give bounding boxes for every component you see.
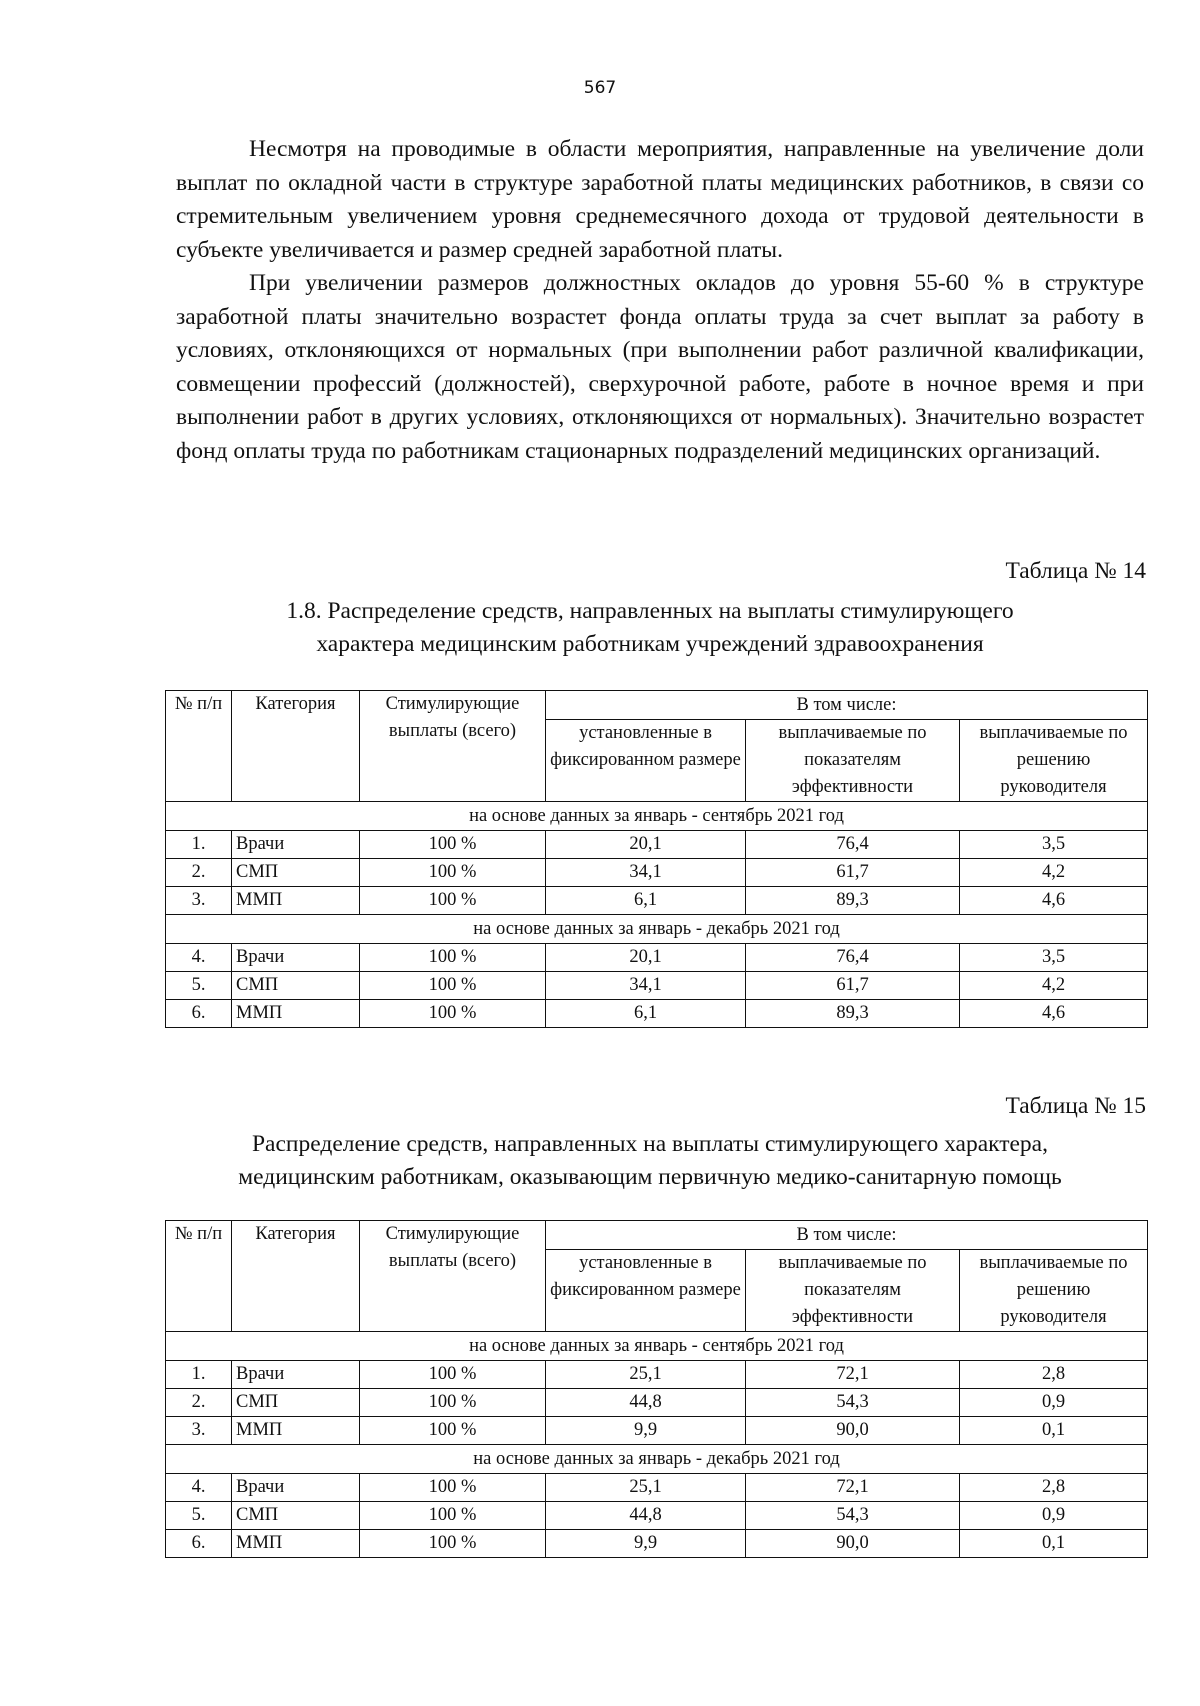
header-including: В том числе: [546, 691, 1148, 720]
body-text [176, 133, 1144, 468]
cell-category: СМП [232, 972, 360, 1000]
cell-director: 2,8 [960, 1474, 1148, 1502]
header-num: № п/п [166, 1221, 232, 1332]
section-title: на основе данных за январь - декабрь 2021 год [166, 915, 1148, 944]
cell-category: Врачи [232, 944, 360, 972]
cell-num: 2. [166, 859, 232, 887]
table-row [166, 1389, 1148, 1417]
header-fixed: установленные в фиксированном размере [546, 720, 746, 802]
cell-fixed: 6,1 [546, 1000, 746, 1028]
cell-num: 6. [166, 1000, 232, 1028]
table-row [166, 887, 1148, 915]
section-title: на основе данных за январь - сентябрь 2021 год [166, 802, 1148, 831]
cell-total: 100 % [360, 1389, 546, 1417]
header-fixed: установленные в фиксированном размере [546, 1250, 746, 1332]
cell-num: 1. [166, 831, 232, 859]
table-14-title [150, 595, 1150, 661]
cell-total: 100 % [360, 944, 546, 972]
table-15-label: Таблица № 15 [1005, 1093, 1146, 1119]
cell-fixed: 9,9 [546, 1417, 746, 1445]
cell-category: ММП [232, 1000, 360, 1028]
cell-director: 2,8 [960, 1361, 1148, 1389]
cell-num: 2. [166, 1389, 232, 1417]
header-director: выплачиваемые по решению руководителя [960, 1250, 1148, 1332]
header-performance: выплачиваемые по показателям эффективности [746, 1250, 960, 1332]
table-14-title-line-2: характера медицинским работникам учреждений здравоохранения [316, 631, 984, 657]
header-total: Стимулирующие выплаты (всего) [360, 691, 546, 802]
cell-category: СМП [232, 1389, 360, 1417]
cell-total: 100 % [360, 1361, 546, 1389]
cell-fixed: 25,1 [546, 1474, 746, 1502]
header-performance: выплачиваемые по показателям эффективности [746, 720, 960, 802]
table-row [166, 1417, 1148, 1445]
cell-total: 100 % [360, 1530, 546, 1558]
cell-fixed: 9,9 [546, 1530, 746, 1558]
table-row [166, 1361, 1148, 1389]
cell-fixed: 34,1 [546, 972, 746, 1000]
table-14-label: Таблица № 14 [1005, 558, 1146, 584]
cell-category: ММП [232, 887, 360, 915]
table-row [166, 972, 1148, 1000]
table-15-title-line-1: Распределение средств, направленных на выплаты стимулирующего характера, [251, 1131, 1048, 1157]
cell-num: 3. [166, 887, 232, 915]
cell-director: 0,1 [960, 1530, 1148, 1558]
cell-performance: 54,3 [746, 1389, 960, 1417]
cell-total: 100 % [360, 972, 546, 1000]
cell-director: 0,9 [960, 1502, 1148, 1530]
header-total: Стимулирующие выплаты (всего) [360, 1221, 546, 1332]
cell-performance: 90,0 [746, 1530, 960, 1558]
cell-num: 3. [166, 1417, 232, 1445]
cell-total: 100 % [360, 1417, 546, 1445]
section-title: на основе данных за январь - сентябрь 2021 год [166, 1332, 1148, 1361]
cell-num: 4. [166, 944, 232, 972]
cell-category: ММП [232, 1417, 360, 1445]
cell-performance: 61,7 [746, 859, 960, 887]
cell-performance: 61,7 [746, 972, 960, 1000]
header-category: Категория [232, 691, 360, 802]
cell-director: 4,2 [960, 972, 1148, 1000]
section-title: на основе данных за январь - декабрь 2021 год [166, 1445, 1148, 1474]
cell-category: ММП [232, 1530, 360, 1558]
paragraph-2: При увеличении размеров должностных окладов до уровня 55-60 % в структуре заработной платы значительно возрастет фонда оплаты труда за счет выплат за работу в условиях, отклоняющихся от нормальных (при выполнении работ различной квалификации, совмещении профессий (должностей), сверхурочной работе, работе в ночное время и при выполнении работ в других условиях, отклоняющихся от нормальных). Значительно возрастет фонд оплаты труда по работникам стационарных подразделений медицинских организаций. [176, 270, 1144, 464]
cell-category: Врачи [232, 831, 360, 859]
cell-fixed: 6,1 [546, 887, 746, 915]
cell-performance: 76,4 [746, 944, 960, 972]
cell-director: 4,6 [960, 887, 1148, 915]
cell-num: 4. [166, 1474, 232, 1502]
cell-fixed: 20,1 [546, 944, 746, 972]
table-row [166, 1530, 1148, 1558]
cell-performance: 72,1 [746, 1361, 960, 1389]
cell-performance: 72,1 [746, 1474, 960, 1502]
cell-performance: 90,0 [746, 1417, 960, 1445]
table-row [166, 1474, 1148, 1502]
cell-total: 100 % [360, 831, 546, 859]
cell-director: 4,6 [960, 1000, 1148, 1028]
paragraph-1: Несмотря на проводимые в области мероприятия, направленные на увеличение доли выплат по окладной части в структуре заработной платы медицинских работников, в связи со стремительным увеличением уровня среднемесячного дохода от трудовой деятельности в субъекте увеличивается и размер средней заработной платы. [176, 136, 1144, 263]
cell-performance: 89,3 [746, 887, 960, 915]
header-director: выплачиваемые по решению руководителя [960, 720, 1148, 802]
cell-num: 1. [166, 1361, 232, 1389]
cell-total: 100 % [360, 1474, 546, 1502]
cell-total: 100 % [360, 1000, 546, 1028]
table-row [166, 1000, 1148, 1028]
cell-director: 3,5 [960, 831, 1148, 859]
table-row [166, 1502, 1148, 1530]
cell-category: Врачи [232, 1361, 360, 1389]
cell-fixed: 25,1 [546, 1361, 746, 1389]
header-num: № п/п [166, 691, 232, 802]
table-row [166, 944, 1148, 972]
cell-category: СМП [232, 1502, 360, 1530]
cell-director: 3,5 [960, 944, 1148, 972]
cell-num: 5. [166, 972, 232, 1000]
cell-performance: 89,3 [746, 1000, 960, 1028]
cell-performance: 54,3 [746, 1502, 960, 1530]
cell-director: 4,2 [960, 859, 1148, 887]
table-row [166, 831, 1148, 859]
cell-fixed: 44,8 [546, 1389, 746, 1417]
cell-category: Врачи [232, 1474, 360, 1502]
table-14-title-line-1: 1.8. Распределение средств, направленных на выплаты стимулирующего [286, 598, 1014, 624]
cell-total: 100 % [360, 1502, 546, 1530]
table-15-title [150, 1128, 1150, 1194]
cell-num: 5. [166, 1502, 232, 1530]
cell-category: СМП [232, 859, 360, 887]
cell-num: 6. [166, 1530, 232, 1558]
cell-director: 0,1 [960, 1417, 1148, 1445]
table-15-title-line-2: медицинским работникам, оказывающим первичную медико-санитарную помощь [238, 1164, 1062, 1190]
cell-performance: 76,4 [746, 831, 960, 859]
header-category: Категория [232, 1221, 360, 1332]
cell-fixed: 34,1 [546, 859, 746, 887]
table-14 [165, 690, 1148, 1028]
table-row [166, 859, 1148, 887]
cell-total: 100 % [360, 859, 546, 887]
header-including: В том числе: [546, 1221, 1148, 1250]
cell-fixed: 44,8 [546, 1502, 746, 1530]
cell-fixed: 20,1 [546, 831, 746, 859]
table-15 [165, 1220, 1148, 1558]
cell-total: 100 % [360, 887, 546, 915]
page-number: 567 [583, 78, 617, 98]
cell-director: 0,9 [960, 1389, 1148, 1417]
